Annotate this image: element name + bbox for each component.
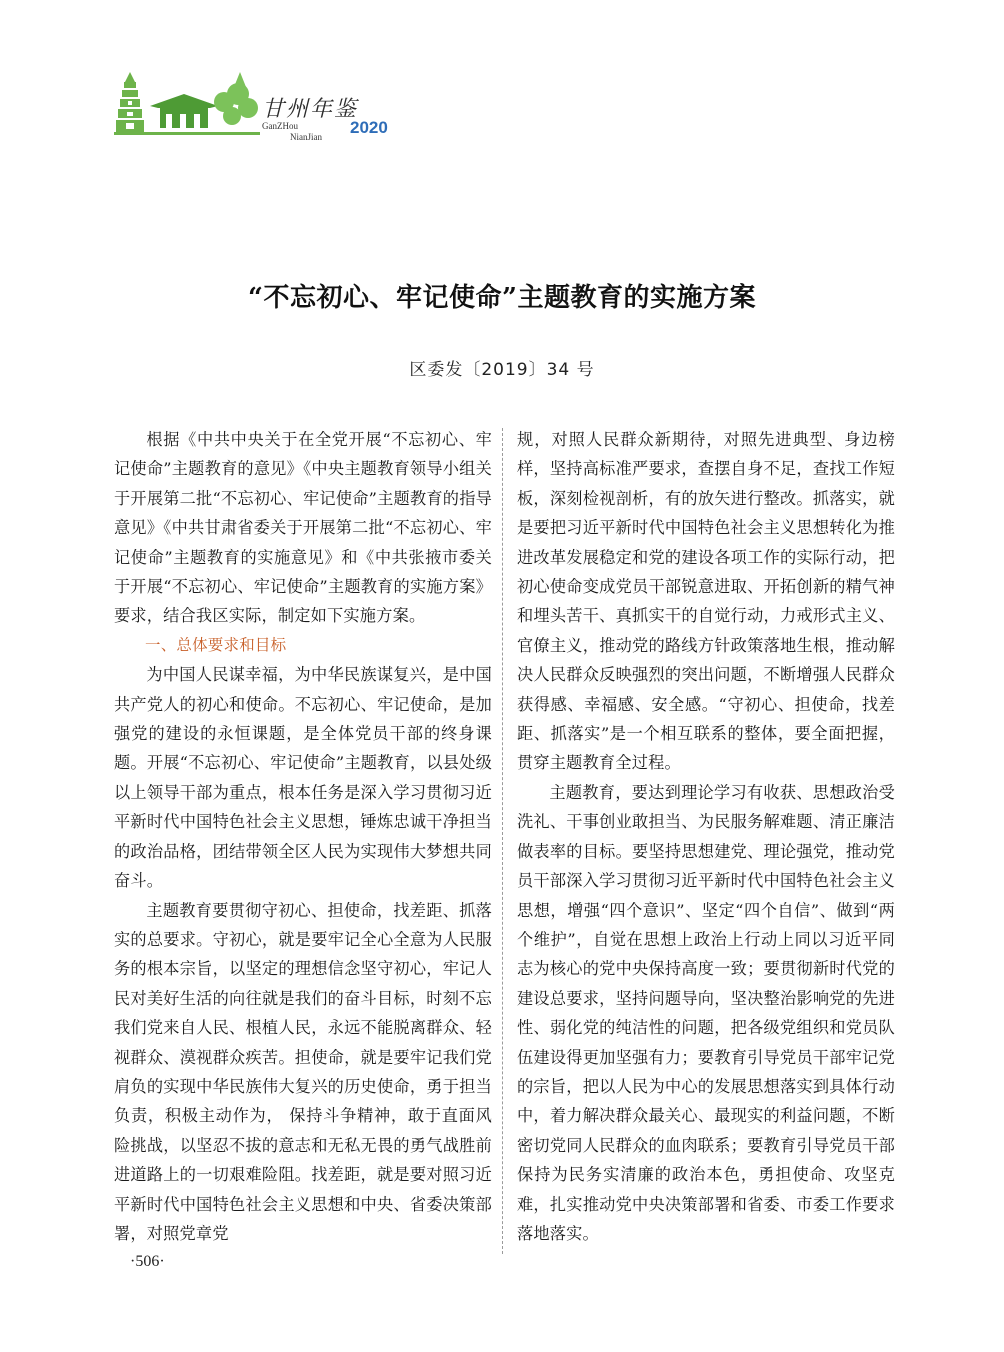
paragraph: 主题教育，要达到理论学习有收获、思想政治受洗礼、干事创业敢担当、为民服务解难题、清正廉洁做表率的目标。要坚持思想建党、理论强党，推动党员干部深入学习贯彻习近平新时代中国特色社会主义思想，增强“四个意识”、坚定“四个自信”、做到“两个维护”，自觉在思想上政治上行动上同以习近平同志为核心的党中央保持高度一致；要贯彻新时代党的建设总要求，坚持问题导向，坚决整治影响党的先进性、弱化党的纯洁性的问题，把各级党组织和党员队伍建设得更加坚强有力；要教育引导党员干部牢记党的宗旨，把以人民为中心的发展思想落实到具体行动中，着力解决群众最关心、最现实的利益问题，不断密切党同人民群众的血肉联系；要教育引导党员干部保持为民务实清廉的政治本色，勇担使命、攻坚克难，扎实推动党中央决策部署和省委、市委工作要求落地落实。 [517,782,895,1243]
section-heading: 一、总体要求和目标 [145,635,287,654]
column-divider [502,428,503,1254]
yearbook-logo: 甘州年鉴 [262,97,359,122]
right-column [517,425,895,1248]
page-number: ·506· [130,1253,165,1270]
paragraph: 为中国人民谋幸福，为中华民族谋复兴，是中国共产党人的初心和使命。不忘初心、牢记使命，是加强党的建设的永恒课题，是全体党员干部的终身课题。开展“不忘初心、牢记使命”主题教育，以县处级以上领导干部为重点，根本任务是深入学习贯彻习近平新时代中国特色社会主义思想，锤炼忠诚干净担当的政治品格，团结带领全区人民为实现伟大梦想共同奋斗。 [114,665,492,891]
document-title: “不忘初心、牢记使命”主题教育的实施方案 [248,283,756,313]
document-number: 区委发〔2019〕34 号 [409,360,595,380]
pagoda-landscape-icon [114,72,260,140]
yearbook-year: 2020 [350,118,388,137]
paragraph: 主题教育要贯彻守初心、担使命，找差距、抓落实的总要求。守初心，就是要牢记全心全意为人民服务的根本宗旨，以坚定的理想信念坚守初心，牢记人民对美好生活的向往就是我们的奋斗目标，时刻不忘我们党来自人民、根植人民，永远不能脱离群众、轻视群众、漠视群众疾苦。担使命，就是要牢记我们党肩负的实现中华民族伟大复兴的历史使命，勇于担当负责，积极主动作为， 保持斗争精神，敢于直面风险挑战，以坚忍不拔的意志和无私无畏的勇气战胜前进道路上的一切艰难险阻。找差距，就是要对照习近平新时代中国特色社会主义思想和中央、省委决策部署，对照党章党 [114,900,492,1243]
logo-latin-line1: GanZHou [262,121,298,131]
left-column [114,425,492,1248]
paragraph-continued: 规，对照人民群众新期待，对照先进典型、身边榜样，坚持高标准严要求，查摆自身不足，查找工作短板，深刻检视剖析，有的放矢进行整改。抓落实，就是要把习近平新时代中国特色社会主义思想转化为推进改革发展稳定和党的建设各项工作的实际行动，把初心使命变成党员干部锐意进取、开拓创新的精气神和埋头苦干、真抓实干的自觉行动，力戒形式主义、官僚主义，推动党的路线方针政策落地生根，推动解决人民群众反映强烈的突出问题，不断增强人民群众获得感、幸福感、安全感。“守初心、担使命，找差距、抓落实”是一个相互联系的整体，要全面把握，贯穿主题教育全过程。 [517,430,895,773]
logo-latin-line2: NianJian [290,132,322,142]
paragraph: 根据《中共中央关于在全党开展“不忘初心、牢记使命”主题教育的意见》《中央主题教育领导小组关于开展第二批“不忘初心、牢记使命”主题教育的指导意见》《中共甘肃省委关于开展第二批“不忘初心、牢记使命”主题教育的实施意见》和《中共张掖市委关于开展“不忘初心、牢记使命”主题教育的实施方案》要求，结合我区实际，制定如下实施方案。 [114,430,492,626]
